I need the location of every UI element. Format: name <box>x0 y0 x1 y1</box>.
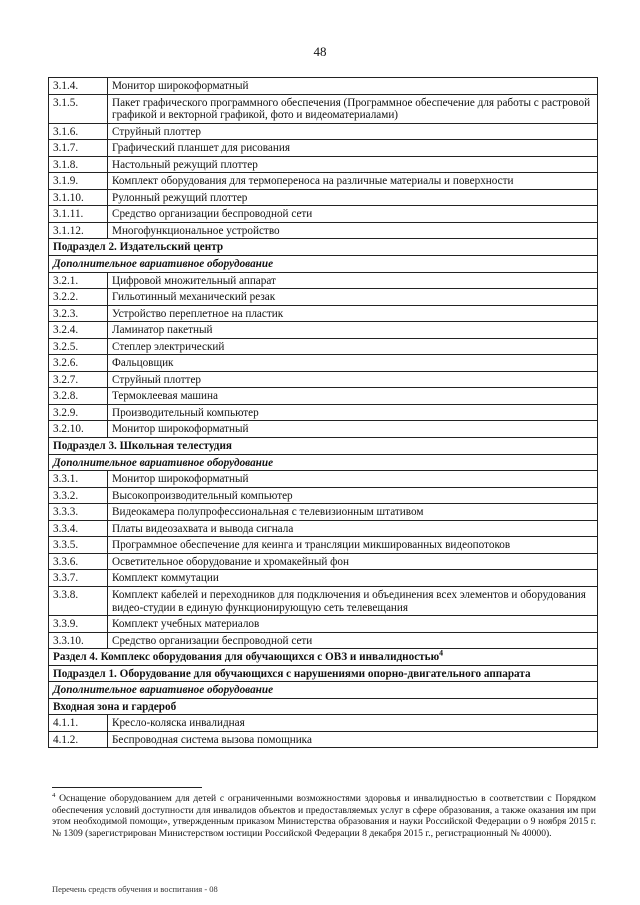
item-number: 3.2.1. <box>49 272 108 289</box>
section-header <box>49 438 598 455</box>
item-name: Пакет графического программного обеспечения (Программное обеспечение для работы с растровой графикой и векторной графикой, фото и видеоматериалами) <box>108 94 598 123</box>
table-row <box>49 731 598 748</box>
section-header-row <box>49 698 598 715</box>
section-header <box>49 698 598 715</box>
table-row <box>49 586 598 615</box>
section-header-row <box>49 649 598 666</box>
item-name: Комплект оборудования для термопереноса на различные материалы и поверхности <box>108 173 598 190</box>
item-name: Высокопроизводительный компьютер <box>108 487 598 504</box>
section-header <box>49 665 598 682</box>
item-number: 3.3.3. <box>49 504 108 521</box>
table-row <box>49 94 598 123</box>
section-header <box>49 239 598 256</box>
item-number: 3.1.6. <box>49 123 108 140</box>
table-row <box>49 272 598 289</box>
table-row <box>49 338 598 355</box>
table-row <box>49 471 598 488</box>
subsection-label <box>49 256 598 273</box>
item-name: Устройство переплетное на пластик <box>108 305 598 322</box>
item-number: 3.2.6. <box>49 355 108 372</box>
table-row <box>49 222 598 239</box>
subsection-label <box>49 682 598 699</box>
item-name: Осветительное оборудование и хромакейный фон <box>108 553 598 570</box>
item-number: 3.1.9. <box>49 173 108 190</box>
subsection-label <box>49 454 598 471</box>
item-name: Рулонный режущий плоттер <box>108 189 598 206</box>
item-number: 3.1.11. <box>49 206 108 223</box>
section-header <box>49 649 598 666</box>
item-number: 3.2.2. <box>49 289 108 306</box>
item-number: 3.3.4. <box>49 520 108 537</box>
table-row <box>49 520 598 537</box>
subsection-label-row <box>49 454 598 471</box>
table-row <box>49 616 598 633</box>
item-number: 3.3.6. <box>49 553 108 570</box>
section-header-text: Раздел 4. Комплекс оборудования для обучающихся с ОВЗ и инвалидностью <box>53 651 440 664</box>
item-name: Цифровой множительный аппарат <box>108 272 598 289</box>
item-name: Монитор широкоформатный <box>108 421 598 438</box>
item-name: Производительный компьютер <box>108 404 598 421</box>
item-name: Степлер электрический <box>108 338 598 355</box>
section-header-text: Подраздел 2. Издательский центр <box>53 241 224 254</box>
item-number: 3.1.4. <box>49 78 108 95</box>
item-number: 3.1.8. <box>49 156 108 173</box>
item-number: 3.2.5. <box>49 338 108 355</box>
item-name: Гильотинный механический резак <box>108 289 598 306</box>
section-header-text: Дополнительное вариативное оборудование <box>53 258 274 271</box>
section-header-row <box>49 665 598 682</box>
item-number: 3.3.1. <box>49 471 108 488</box>
subsection-label-row <box>49 682 598 699</box>
table-row <box>49 404 598 421</box>
item-name: Платы видеозахвата и вывода сигнала <box>108 520 598 537</box>
table-row <box>49 289 598 306</box>
table-row <box>49 632 598 649</box>
item-number: 3.3.8. <box>49 586 108 615</box>
item-name: Монитор широкоформатный <box>108 471 598 488</box>
item-name: Комплект учебных материалов <box>108 616 598 633</box>
item-name: Фальцовщик <box>108 355 598 372</box>
table-row <box>49 206 598 223</box>
item-number: 3.1.7. <box>49 140 108 157</box>
item-name: Видеокамера полупрофессиональная с телевизионным штативом <box>108 504 598 521</box>
table-row <box>49 388 598 405</box>
footnote-marker: 4 <box>52 791 56 799</box>
section-header-text: Входная зона и гардероб <box>53 700 177 713</box>
section-header-text: Дополнительное вариативное оборудование <box>53 684 274 697</box>
table-row <box>49 140 598 157</box>
table-row <box>49 553 598 570</box>
item-number: 3.2.9. <box>49 404 108 421</box>
item-name: Программное обеспечение для кеинга и трансляции микшированных видеопотоков <box>108 537 598 554</box>
item-name: Кресло-коляска инвалидная <box>108 715 598 732</box>
item-number: 3.1.10. <box>49 189 108 206</box>
footnote-reference: 4 <box>439 648 444 658</box>
item-number: 3.3.5. <box>49 537 108 554</box>
footnote-divider <box>52 787 202 788</box>
item-name: Ламинатор пакетный <box>108 322 598 339</box>
item-name: Струйный плоттер <box>108 371 598 388</box>
item-number: 3.3.9. <box>49 616 108 633</box>
item-name: Термоклеевая машина <box>108 388 598 405</box>
item-number: 3.3.2. <box>49 487 108 504</box>
item-number: 3.2.3. <box>49 305 108 322</box>
item-name: Средство организации беспроводной сети <box>108 632 598 649</box>
item-name: Беспроводная система вызова помощника <box>108 731 598 748</box>
item-number: 3.2.8. <box>49 388 108 405</box>
item-number: 3.1.12. <box>49 222 108 239</box>
section-header-text: Дополнительное вариативное оборудование <box>53 456 274 469</box>
table-row <box>49 156 598 173</box>
item-number: 3.3.10. <box>49 632 108 649</box>
table-row <box>49 189 598 206</box>
item-number: 3.2.4. <box>49 322 108 339</box>
item-number: 3.1.5. <box>49 94 108 123</box>
table-row <box>49 504 598 521</box>
table-row <box>49 421 598 438</box>
footnote <box>52 793 596 840</box>
item-name: Монитор широкоформатный <box>108 78 598 95</box>
page-number: 48 <box>313 44 327 59</box>
item-name: Комплект кабелей и переходников для подключения и объединения всех элементов и оборудования видео-студии в единую функционирующую сеть телевещания <box>108 586 598 615</box>
item-number: 4.1.2. <box>49 731 108 748</box>
section-header-row <box>49 239 598 256</box>
item-name: Графический планшет для рисования <box>108 140 598 157</box>
table-row <box>49 537 598 554</box>
section-header-text: Подраздел 3. Школьная телестудия <box>53 440 232 453</box>
subsection-label-row <box>49 256 598 273</box>
item-name: Настольный режущий плоттер <box>108 156 598 173</box>
item-number: 3.3.7. <box>49 570 108 587</box>
item-number: 3.2.7. <box>49 371 108 388</box>
table-row <box>49 355 598 372</box>
item-name: Средство организации беспроводной сети <box>108 206 598 223</box>
table-row <box>49 173 598 190</box>
table-row <box>49 487 598 504</box>
table-row <box>49 570 598 587</box>
section-header-row <box>49 438 598 455</box>
equipment-table <box>48 77 598 748</box>
table-row <box>49 715 598 732</box>
table-row <box>49 305 598 322</box>
footnote-text: Оснащение оборудованием для детей с ограниченными возможностями здоровья и инвалидностью в соответствии с Порядком обеспечения условий доступности для инвалидов объектов и предоставляемых услуг в сфере образования, а также оказания им при этом необходимой помощи», утвержденным приказом Министерства образования и науки Российской Федерации о 9 ноября 2015 г. № 1309 (зарегистрирован Министерством юстиции Российской Федерации 8 декабря 2015 г., регистрационный № 40000). <box>52 793 596 840</box>
section-header-text: Подраздел 1. Оборудование для обучающихся с нарушениями опорно-двигательного аппарата <box>53 667 531 680</box>
item-name: Комплект коммутации <box>108 570 598 587</box>
page-footer: Перечень средств обучения и воспитания - 08 <box>52 884 218 894</box>
item-number: 3.2.10. <box>49 421 108 438</box>
table-row <box>49 123 598 140</box>
item-name: Струйный плоттер <box>108 123 598 140</box>
item-name: Многофункциональное устройство <box>108 222 598 239</box>
item-number: 4.1.1. <box>49 715 108 732</box>
table-row <box>49 322 598 339</box>
table-row <box>49 78 598 95</box>
table-row <box>49 371 598 388</box>
